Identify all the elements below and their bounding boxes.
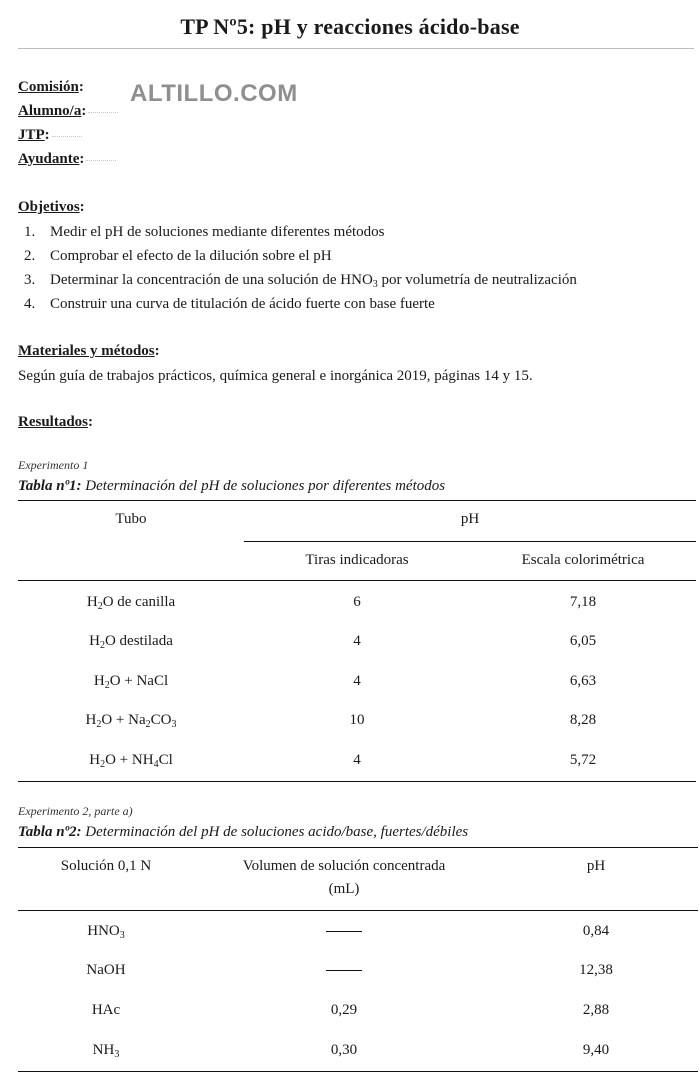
table-1-tiras: 4: [353, 752, 361, 768]
table-2-solucion: $HNO_3$: [87, 923, 125, 941]
watermark: ALTILLO.COM: [130, 80, 298, 107]
page-title: TP Nº5: pH y reacciones ácido-base: [180, 14, 520, 39]
table-2-solucion: HAc: [91, 1002, 121, 1018]
dash-placeholder: [326, 931, 362, 932]
table-2-header-rule: [18, 910, 698, 911]
table-1-top-rule: [18, 500, 696, 501]
dash-placeholder: [326, 970, 362, 971]
field-jtp: JTP:: [18, 127, 82, 144]
table-1-escala: 5,72: [569, 752, 597, 768]
table-2-header-volumen: Volumen de solución concentrada: [242, 858, 446, 874]
table-1-tubo: $H_2O + NH_4Cl$: [89, 752, 173, 770]
table-1-tiras: 4: [353, 673, 361, 689]
experiment-1-label: Experimento 1: [18, 458, 89, 472]
table-2-volumen: 0,30: [330, 1042, 358, 1058]
title-divider: [18, 48, 694, 49]
table-2-ph: 2,88: [582, 1002, 610, 1018]
list-item: 2. Comprobar el efecto de la dilución sobre el pH: [24, 248, 332, 264]
table-2-header-volumen-unit: (mL): [328, 881, 360, 897]
table-2-solucion: $NH_3$: [92, 1042, 120, 1060]
table-2-bottom-rule: [18, 1071, 698, 1072]
table-2-top-rule: [18, 847, 698, 848]
table-2-ph: 12,38: [579, 962, 613, 978]
field-ayudante: Ayudante:: [18, 151, 116, 168]
list-item: 1. Medir el pH de soluciones mediante diferentes métodos: [24, 224, 385, 240]
field-comision: Comisión:: [18, 79, 84, 95]
table-1-tiras: 10: [349, 712, 365, 728]
table-2-header-ph: pH: [586, 858, 606, 874]
list-item: 3. Determinar la concentración de una solución de $HNO_3$ por volumetría de neutralización: [24, 272, 577, 290]
table-2-volumen: [194, 962, 494, 979]
table-1-escala: 8,28: [569, 712, 597, 728]
table-1-escala: 7,18: [569, 594, 597, 610]
table-1-header-tubo: Tubo: [115, 511, 147, 527]
table-1-tubo: $H_2O$ de canilla: [86, 594, 176, 612]
list-item: 4. Construir una curva de titulación de ácido fuerte con base fuerte: [24, 296, 435, 312]
resultados-heading: Resultados:: [18, 414, 94, 430]
table-1-header-rule: [18, 580, 696, 581]
table-1-tiras: 6: [353, 594, 361, 610]
table-1-tubo: $H_2O$ + NaCl: [93, 673, 169, 691]
table-1-header-escala: Escala colorimétrica: [521, 552, 645, 568]
table-2-ph: 0,84: [582, 923, 610, 939]
table-1-tubo: $H_2O$ destilada: [89, 633, 173, 651]
table-2-header-solucion: Solución 0,1 N: [60, 858, 152, 874]
table-1-escala: 6,05: [569, 633, 597, 649]
table-2-solucion: NaOH: [86, 962, 126, 978]
table-2-ph: 9,40: [582, 1042, 610, 1058]
field-alumno: Alumno/a:: [18, 103, 118, 120]
table-2-caption: Tabla nº2: Determinación del pH de soluciones acido/base, fuertes/débiles: [18, 824, 469, 840]
table-1-sub-rule: [244, 541, 696, 542]
table-1-tiras: 4: [353, 633, 361, 649]
table-1-bottom-rule: [18, 781, 696, 782]
table-1-header-tiras: Tiras indicadoras: [305, 552, 409, 568]
experiment-2-label: Experimento 2, parte a): [18, 804, 133, 818]
materiales-text: Según guía de trabajos prácticos, química general e inorgánica 2019, páginas 14 y 15.: [18, 368, 533, 384]
table-2-volumen: [194, 923, 494, 940]
objetivos-list: [18, 220, 577, 316]
table-1-escala: 6,63: [569, 673, 597, 689]
materiales-heading: Materiales y métodos:: [18, 343, 160, 359]
table-1-tubo: $H_2O + Na_2CO_3$: [85, 712, 177, 730]
table-1-caption: Tabla nº1: Determinación del pH de soluciones por diferentes métodos: [18, 478, 446, 494]
objetivos-heading: Objetivos:: [18, 199, 85, 215]
table-1-header-ph: pH: [460, 511, 480, 527]
table-2-volumen: 0,29: [330, 1002, 358, 1018]
